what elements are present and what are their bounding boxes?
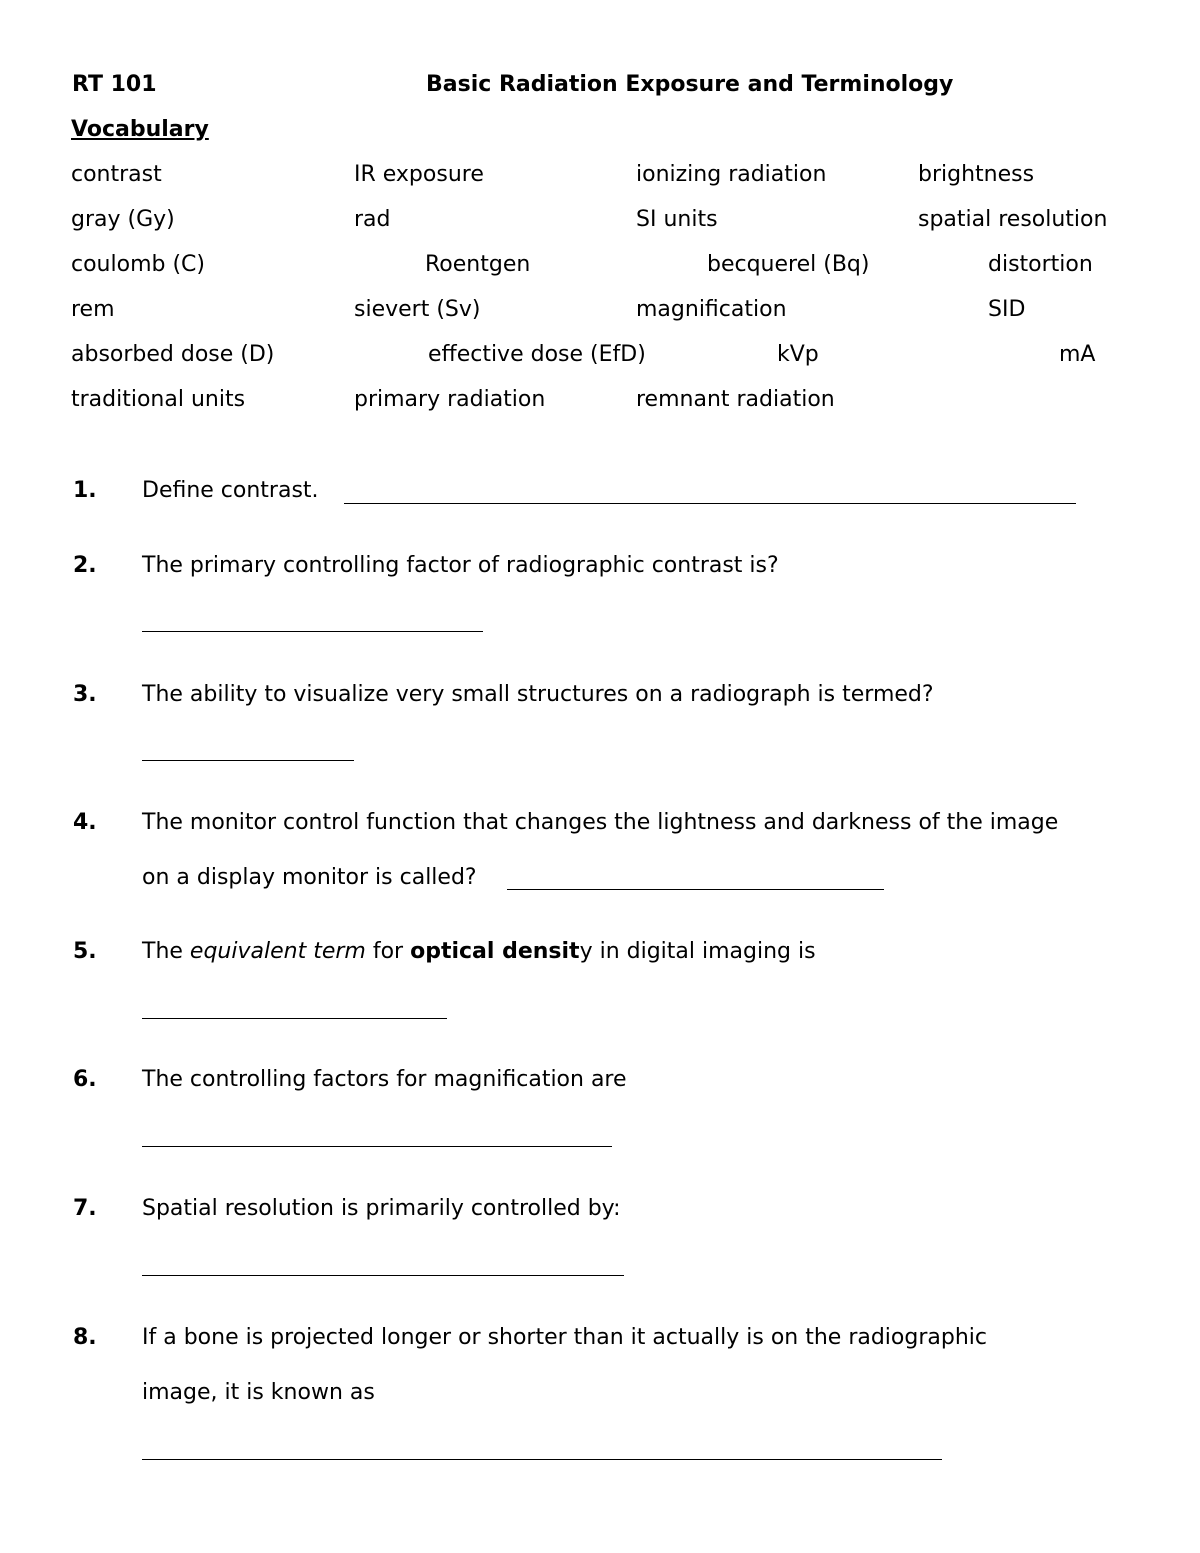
answer-blank[interactable] xyxy=(507,889,884,890)
vocab-word: SID xyxy=(988,297,1026,322)
vocab-word: magnification xyxy=(636,297,787,322)
italic-term: equivalent term xyxy=(189,939,366,964)
question-number: 2. xyxy=(73,553,97,578)
answer-blank[interactable] xyxy=(142,631,483,632)
vocab-word: traditional units xyxy=(71,387,246,412)
vocab-word: becquerel (Bq) xyxy=(707,252,870,277)
vocab-word: absorbed dose (D) xyxy=(71,342,275,367)
vocab-word: effective dose (EfD) xyxy=(428,342,646,367)
vocab-word: distortion xyxy=(988,252,1093,277)
vocab-word: gray (Gy) xyxy=(71,207,175,232)
question-text xyxy=(142,941,816,963)
vocab-word: rad xyxy=(354,207,391,232)
vocabulary-heading: Vocabulary xyxy=(71,117,209,142)
vocab-word: rem xyxy=(71,297,115,322)
vocab-word: contrast xyxy=(71,162,162,187)
answer-blank[interactable] xyxy=(142,1459,942,1460)
vocab-word: sievert (Sv) xyxy=(354,297,481,322)
question-text: The monitor control function that changes the lightness and darkness of the image xyxy=(142,810,1059,835)
page-title: Basic Radiation Exposure and Terminology xyxy=(426,72,954,97)
answer-blank[interactable] xyxy=(142,1146,612,1147)
vocab-word: brightness xyxy=(918,162,1035,187)
question-number: 7. xyxy=(73,1196,97,1221)
question-text: The controlling factors for magnification are xyxy=(142,1067,627,1092)
vocab-word: ionizing radiation xyxy=(636,162,827,187)
vocab-word: spatial resolution xyxy=(918,207,1108,232)
question-number: 4. xyxy=(73,810,97,835)
question-text: Spatial resolution is primarily controlled by: xyxy=(142,1196,621,1221)
question-number: 5. xyxy=(73,939,97,964)
vocab-word: kVp xyxy=(777,342,819,367)
answer-blank[interactable] xyxy=(142,760,354,761)
question-text: Define contrast. xyxy=(142,478,319,503)
question-text: If a bone is projected longer or shorter than it actually is on the radiographic xyxy=(142,1325,987,1350)
vocab-word: IR exposure xyxy=(354,162,484,187)
vocab-word: Roentgen xyxy=(425,252,531,277)
bold-term: optical densit xyxy=(410,939,580,964)
vocab-word: mA xyxy=(1059,342,1096,367)
question-number: 8. xyxy=(73,1325,97,1350)
question-text-part: y in digital imaging is xyxy=(579,939,816,964)
course-code: RT 101 xyxy=(72,72,157,97)
question-text: on a display monitor is called? xyxy=(142,865,477,890)
question-text: The ability to visualize very small structures on a radiograph is termed? xyxy=(142,682,934,707)
question-number: 6. xyxy=(73,1067,97,1092)
question-number: 1. xyxy=(73,478,97,503)
vocab-word: coulomb (C) xyxy=(71,252,205,277)
vocab-word: remnant radiation xyxy=(636,387,835,412)
question-text-part: for xyxy=(365,939,411,964)
answer-blank[interactable] xyxy=(142,1018,447,1019)
answer-blank[interactable] xyxy=(344,503,1076,504)
question-text-part: The xyxy=(142,939,190,964)
question-number: 3. xyxy=(73,682,97,707)
question-text: The primary controlling factor of radiographic contrast is? xyxy=(142,553,779,578)
answer-blank[interactable] xyxy=(142,1275,624,1276)
vocab-word: SI units xyxy=(636,207,718,232)
vocab-word: primary radiation xyxy=(354,387,546,412)
question-text: image, it is known as xyxy=(142,1380,375,1405)
